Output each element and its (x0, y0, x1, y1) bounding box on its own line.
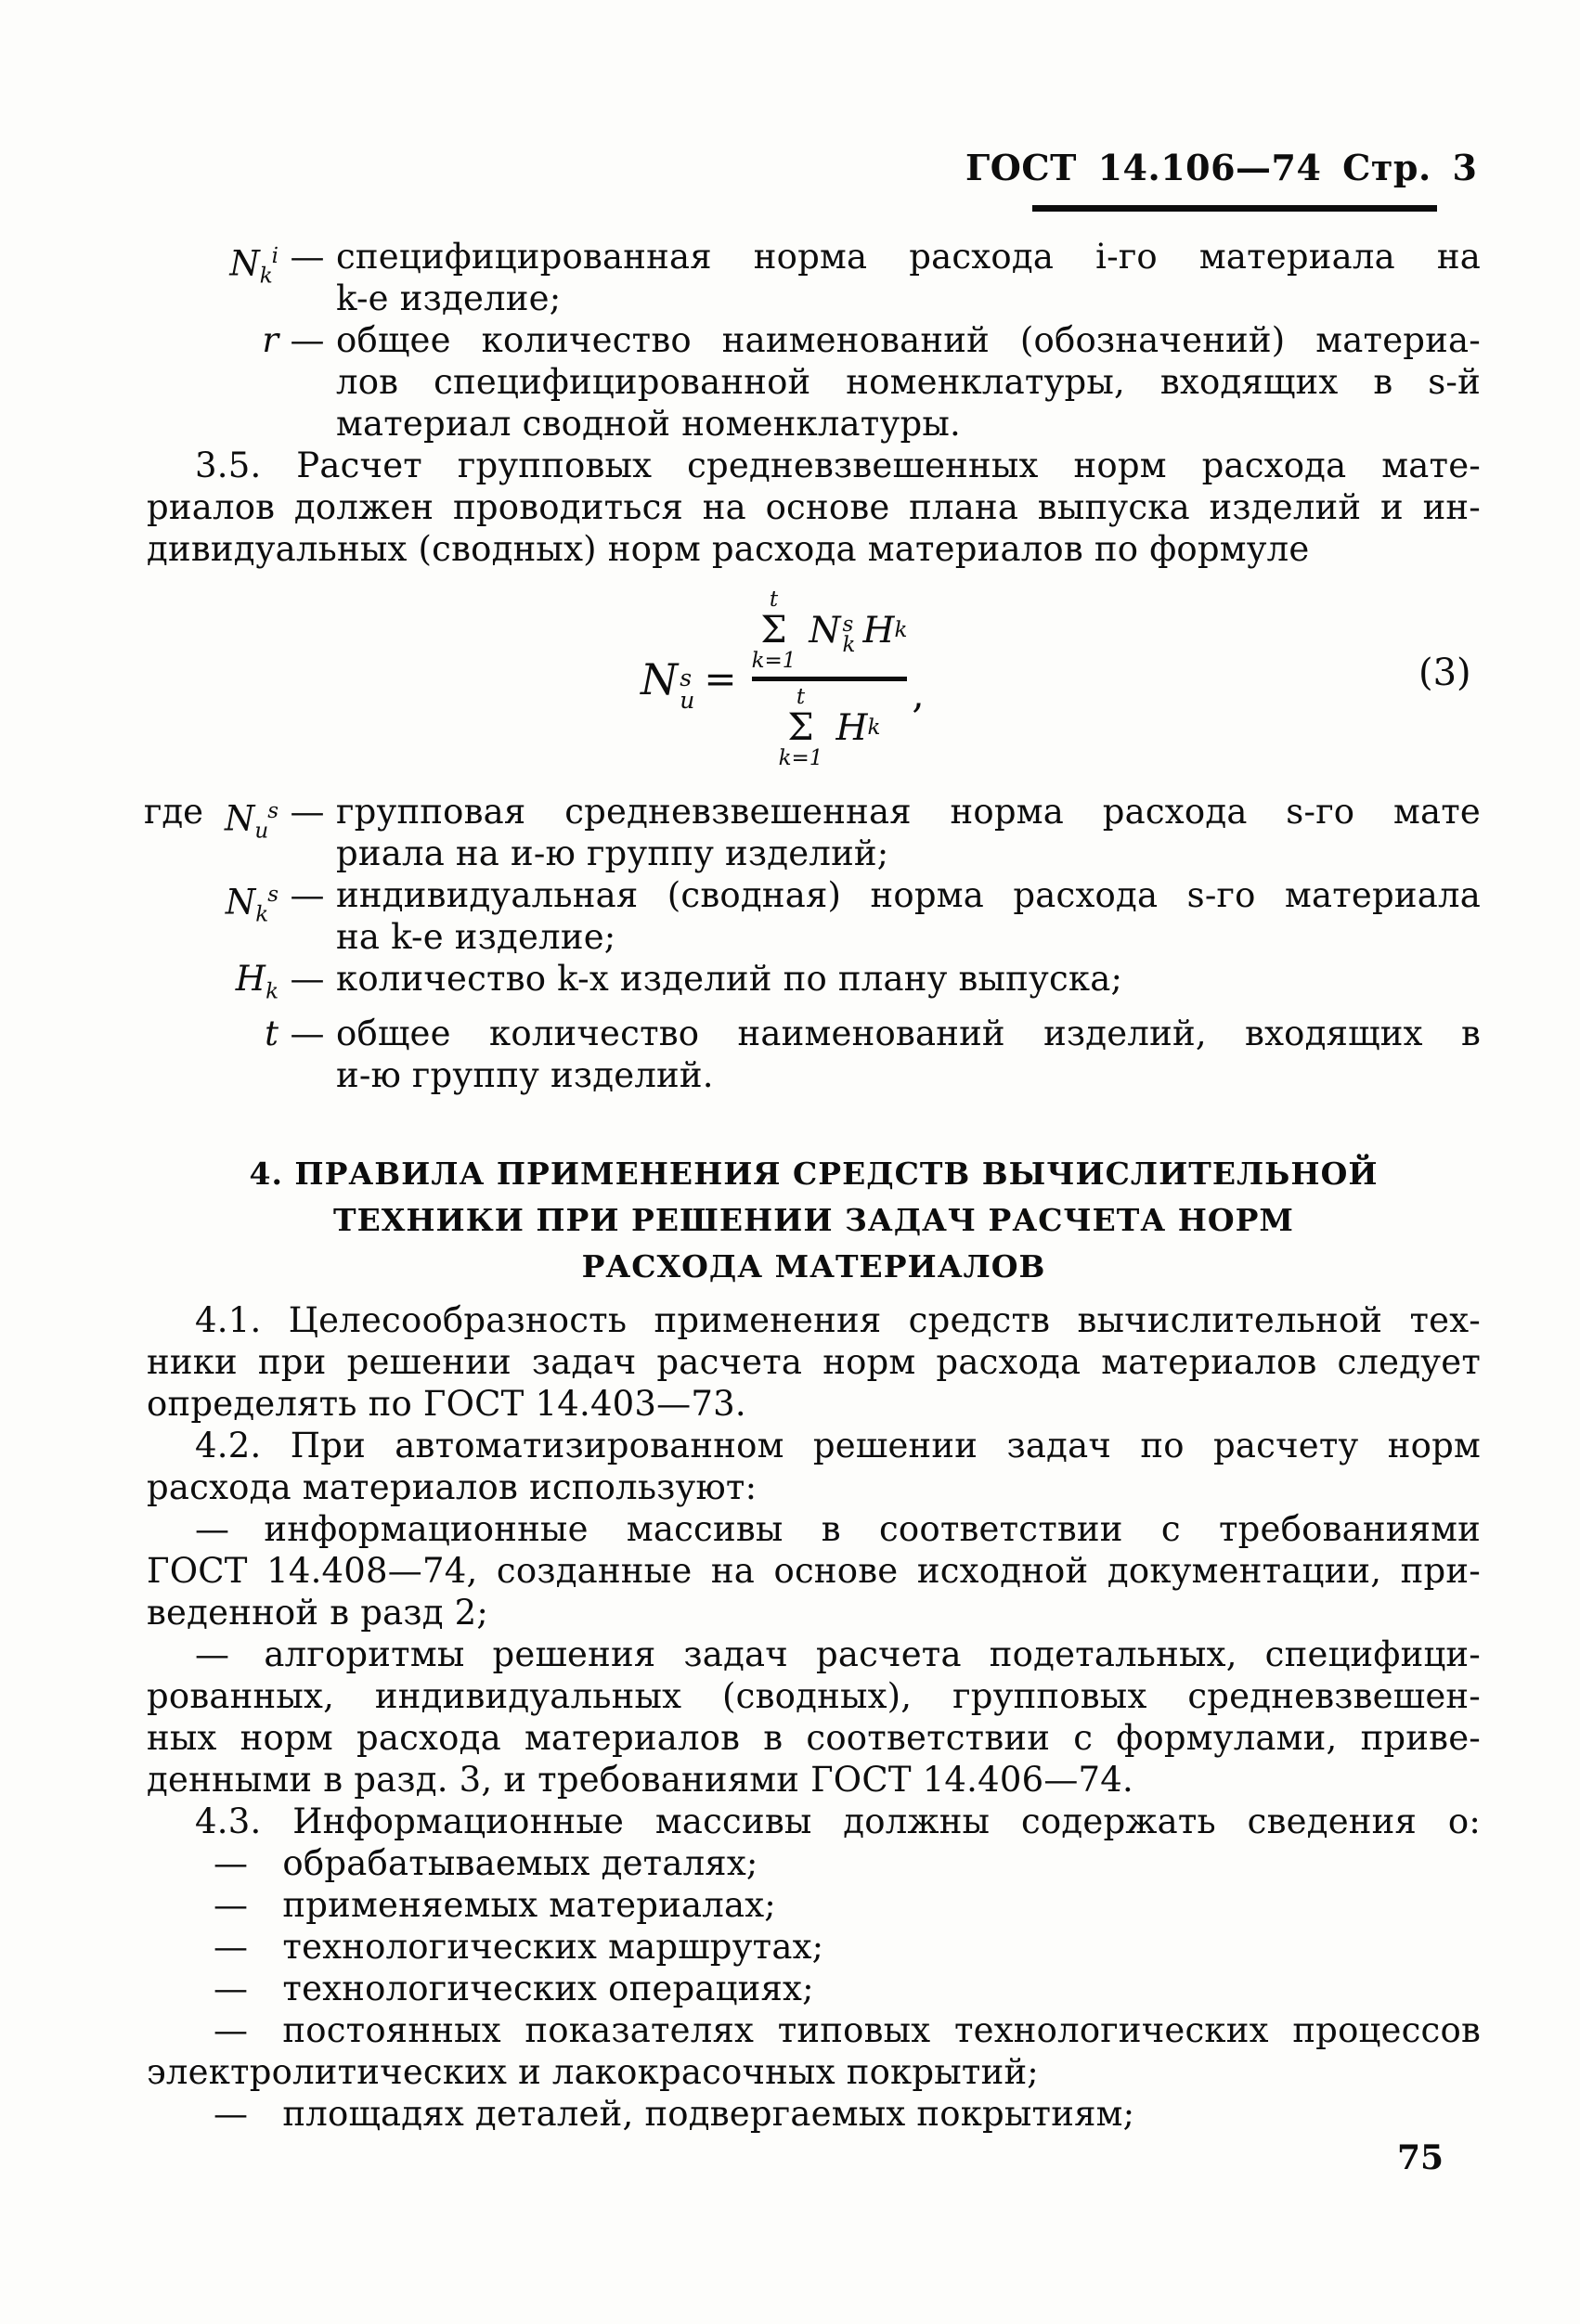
text-line: k-е изделие; (336, 278, 562, 318)
definition-row (147, 236, 1481, 319)
definition-term (147, 1013, 278, 1096)
definition-dash: — (290, 959, 325, 999)
definition-description (336, 319, 1481, 445)
definition-row (147, 874, 1481, 958)
text-line: общее количество наименований изделий, входящих в (336, 1014, 1481, 1054)
variable-subscript: и (254, 819, 269, 844)
summation: t Σ k=1 (778, 685, 823, 771)
fraction (752, 588, 908, 770)
definition-term (147, 958, 278, 1013)
text-line: — информационные массивы в соответствии с требованиями (195, 1509, 1481, 1549)
paragraph-4-1 (147, 1299, 1481, 1425)
definition-description (336, 958, 1481, 1013)
list-item: — постоянных показателях типовых технологических процессов (214, 2010, 1481, 2050)
list-item-continuation: электролитических и лакокрасочных покрытий; (147, 2052, 1039, 2092)
definition-term (147, 791, 278, 874)
sigma-symbol: Σ (760, 609, 787, 652)
text-line: определять по ГОСТ 14.403—73. (147, 1384, 746, 1424)
page-header: ГОСТ 14.106—74 Стр. 3 (965, 147, 1478, 188)
heading-line: 4. ПРАВИЛА ПРИМЕНЕНИЯ СРЕДСТВ ВЫЧИСЛИТЕЛЬНОЙ (249, 1156, 1379, 1192)
variable-subsup: s и (680, 665, 695, 714)
definition-list-top (147, 236, 1481, 445)
definition-term (147, 319, 278, 445)
text-line: 4.1. Целесообразность применения средств вычислительной тех- (195, 1300, 1481, 1340)
text-line: ных норм расхода материалов в соответствии с формулами, приве- (147, 1718, 1481, 1758)
definition-dash: — (290, 792, 325, 832)
text-line: денными в разд. 3, и требованиями ГОСТ 14.406—74. (147, 1760, 1133, 1800)
text-line: групповая средневзвешенная норма расхода s-го мате (336, 792, 1481, 832)
definition-list-where (147, 791, 1481, 1096)
text-line: дивидуальных (сводных) норм расхода материалов по формуле (147, 529, 1310, 569)
text-line: и-ю группу изделий. (336, 1055, 714, 1096)
formula-lhs (641, 653, 695, 714)
variable-subscript: k (255, 902, 269, 927)
dash-list (147, 1842, 1481, 2135)
list-item: — обрабатываемых деталях; (214, 1843, 758, 1883)
paragraph-3-5 (147, 445, 1481, 570)
definition-description (336, 874, 1481, 958)
variable: r (262, 320, 278, 360)
text-line: — алгоритмы решения задач расчета подетальных, специфици- (195, 1634, 1481, 1674)
dash-paragraph (147, 1508, 1481, 1633)
variable: N (225, 882, 256, 923)
fraction-numerator (752, 588, 908, 672)
summation: t Σ k=1 (751, 587, 796, 674)
variable: N (224, 798, 255, 839)
denominator-expression: H k (835, 706, 881, 749)
definition-dash: — (290, 237, 325, 277)
numerator-expression: N s k H k (809, 609, 908, 658)
paragraph-4-2 (147, 1425, 1481, 1508)
equals-sign: = (704, 656, 737, 703)
variable-subsup: s k (842, 613, 856, 658)
variable: H (235, 959, 266, 999)
formula-3 (641, 588, 925, 770)
text-line: материал сводной номенклатуры. (336, 404, 961, 444)
variable: N (641, 653, 679, 704)
definition-dash: — (290, 1014, 325, 1054)
fraction-denominator (779, 686, 881, 769)
text-line: веденной в разд 2; (147, 1593, 489, 1633)
text-line: риалов должен проводиться на основе плана выпуска изделий и ин- (147, 487, 1481, 527)
text-line: ники при решении задач расчета норм расхода материалов следует (147, 1342, 1481, 1382)
definition-description (336, 791, 1481, 874)
variable-superscript: s (267, 883, 278, 907)
section-4-heading (147, 1151, 1481, 1290)
definition-description (336, 236, 1481, 319)
text-line: количество k-х изделий по плану выпуска; (336, 959, 1123, 999)
definition-row (147, 319, 1481, 445)
text-line: лов специфицированной номенклатуры, входящих в s-й (336, 362, 1481, 402)
text-line: общее количество наименований (обозначений) материа- (336, 320, 1481, 360)
text-line: расхода материалов используют: (147, 1467, 758, 1507)
definition-term (147, 874, 278, 958)
definition-description (336, 1013, 1481, 1096)
text-line: риала на и-ю группу изделий; (336, 833, 889, 873)
sigma-symbol: Σ (787, 706, 814, 750)
variable-subscript: k (259, 264, 273, 289)
equation-number: (3) (1418, 652, 1471, 694)
definition-term (147, 236, 278, 319)
list-item: — технологических маршрутах; (214, 1927, 824, 1967)
variable-subscript: k (265, 979, 278, 1004)
variable: N (229, 243, 260, 284)
heading-line: РАСХОДА МАТЕРИАЛОВ (581, 1248, 1046, 1285)
definition-dash: — (290, 320, 325, 360)
variable-superscript: s (267, 799, 278, 823)
variable: t (265, 1014, 278, 1054)
definition-row (147, 791, 1481, 874)
dash-paragraph (147, 1633, 1481, 1801)
text-line: на k-е изделие; (336, 917, 616, 957)
formula-comma: , (912, 671, 925, 717)
heading-line: ТЕХНИКИ ПРИ РЕШЕНИИ ЗАДАЧ РАСЧЕТА НОРМ (333, 1202, 1294, 1238)
where-label: где (144, 792, 204, 832)
list-item: — площадях деталей, подвергаемых покрытиям; (214, 2094, 1135, 2134)
text-line: индивидуальная (сводная) норма расхода s-го материала (336, 875, 1481, 915)
list-item: — применяемых материалах; (214, 1885, 776, 1925)
text-line: 4.3. Информационные массивы должны содержать сведения о: (195, 1801, 1481, 1841)
fraction-bar (752, 677, 908, 681)
paragraph-4-3 (147, 1801, 1481, 1842)
header-rule (1032, 205, 1437, 212)
definition-row (147, 1013, 1481, 1096)
definition-dash: — (290, 875, 325, 915)
text-line: ГОСТ 14.408—74, созданные на основе исходной документации, при- (147, 1551, 1481, 1591)
page-number: 75 (1397, 2138, 1444, 2177)
text-line: специфицированная норма расхода i-го материала на (336, 237, 1481, 277)
text-line: 3.5. Расчет групповых средневзвешенных норм расхода мате- (195, 445, 1481, 485)
text-line: 4.2. При автоматизированном решении задач по расчету норм (195, 1426, 1481, 1465)
text-line: рованных, индивидуальных (сводных), групповых средневзвешен- (147, 1676, 1481, 1716)
variable-superscript: i (271, 244, 278, 268)
list-item: — технологических операциях; (214, 1969, 814, 2008)
definition-row (147, 958, 1481, 1013)
